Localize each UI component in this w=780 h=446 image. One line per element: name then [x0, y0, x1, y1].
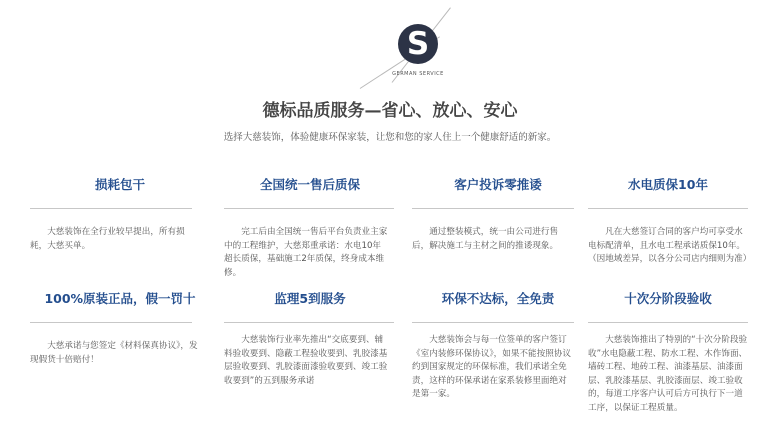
feature-divider [224, 322, 394, 323]
feature-body: 大慈承诺与您签定《材料保真协议》，发现假货十倍赔付！ [30, 341, 198, 365]
feature-divider [412, 322, 574, 323]
feature-title: 损耗包干 [94, 177, 145, 192]
brand-logo-letter: S [406, 25, 430, 62]
feature-body: 大慈装饰行业率先推出“交底要到、辅料验收要到、隐蔽工程验收要到、乳胶漆基层验收要到、乳胶漆面漆验收要到、竣工验收要到”的五到服务承诺 [224, 335, 388, 386]
feature-title: 十次分阶段验收 [624, 291, 712, 306]
feature-body: 通过整装模式，统一由公司进行售后，解决施工与主材之间的推诿现象。 [412, 227, 559, 251]
feature-complaint [408, 176, 588, 193]
feature-genuine [30, 290, 210, 307]
feature-body: 大慈装饰推出了特别的“十次分阶段验收”水电隐蔽工程、防水工程、木作饰面、墙砖工程、地砖工程、油漆基层、油漆面层、乳胶漆基层、乳胶漆面层、竣工验收的，每道工序客户认可后方可执行下一道工序，以保证工程质量。 [588, 335, 748, 413]
feature-body: 大慈装饰会与每一位签单的客户签订《室内装修环保协议》，如果不能按照协议约到国家规定的环保标准，我们承诺全免责，这样的环保承诺在家系装修里面绝对是第一家。 [412, 335, 571, 399]
brand-logo [398, 24, 438, 64]
feature-divider [412, 208, 574, 209]
feature-title: 监理5到服务 [274, 291, 346, 306]
feature-inspection [578, 290, 758, 307]
feature-title: 环保不达标，全免责 [441, 291, 555, 306]
feature-warranty [578, 176, 758, 193]
feature-loss-coverage [30, 176, 210, 193]
feature-body: 凡在大慈签订合同的客户均可享受水电标配清单，且水电工程承诺质保10年。（因地域差异，以各分公司店内细则为准） [588, 227, 752, 264]
feature-after-sales [220, 176, 400, 193]
feature-divider [588, 208, 748, 209]
feature-divider [30, 322, 192, 323]
feature-title: 100%原装正品，假一罚十 [44, 291, 196, 306]
page-headline: 德标品质服务—省心、放心、安心 [262, 101, 518, 121]
feature-title: 全国统一售后质保 [259, 177, 360, 192]
feature-supervision [220, 290, 400, 307]
page-subline: 选择大慈装饰，体验健康环保家装，让您和您的家人住上一个健康舒适的新家。 [223, 132, 557, 143]
feature-body: 完工后由全国统一售后平台负责业主家中的工程维护，大慈郑重承诺：水电10年超长质保，基础施工2年质保，终身成本维修。 [224, 227, 388, 278]
feature-divider [224, 208, 394, 209]
feature-title: 客户投诉零推诿 [454, 177, 542, 192]
feature-environmental [408, 290, 588, 307]
feature-body: 大慈装饰在全行业较早提出，所有损耗，大慈买单。 [30, 227, 185, 251]
brand-logo-subtitle: GERMAN SERVICE [392, 71, 444, 77]
feature-divider [588, 322, 748, 323]
feature-divider [30, 208, 192, 209]
feature-title: 水电质保10年 [628, 177, 708, 192]
